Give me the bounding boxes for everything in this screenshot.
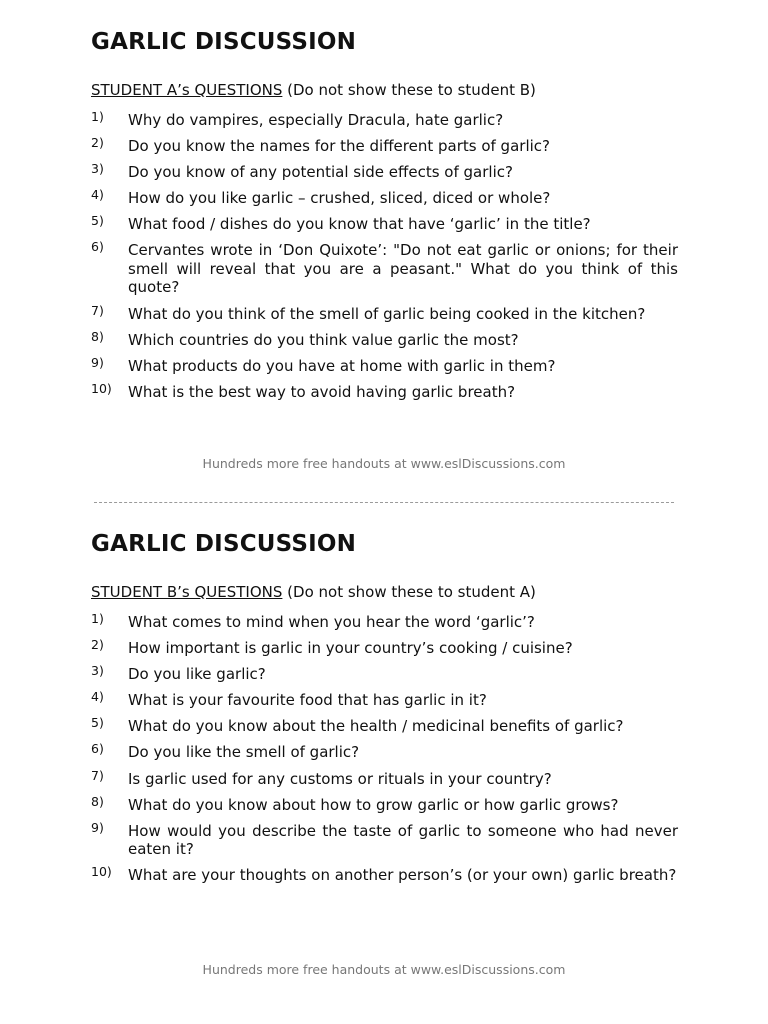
question-item	[91, 767, 678, 789]
question-text: Is garlic used for any customs or rituals in your country?	[128, 769, 552, 788]
question-number: 8)	[91, 793, 104, 809]
question-item	[91, 137, 678, 156]
question-text: What food / dishes do you know that have ‘garlic’ in the title?	[128, 215, 591, 234]
question-text: Which countries do you think value garlic the most?	[128, 330, 519, 349]
instruction-note: (Do not show these to student A)	[282, 583, 536, 601]
question-number: 9)	[91, 819, 104, 835]
section-student-a	[91, 28, 678, 409]
question-text: Cervantes wrote in ‘Don Quixote’: "Do not eat garlic or onions; for their smell will reveal that you are a peasant." What do you think of this quote?	[128, 241, 678, 297]
question-number: 3)	[91, 161, 104, 177]
question-number: 5)	[91, 213, 104, 229]
question-item	[91, 691, 678, 710]
question-text: What do you know about the health / medicinal benefits of garlic?	[128, 717, 624, 736]
question-item	[91, 302, 678, 324]
question-item	[91, 639, 678, 658]
page-title: GARLIC DISCUSSION	[91, 531, 357, 557]
question-text: Why do vampires, especially Dracula, hate garlic?	[128, 111, 504, 129]
question-number: 10)	[91, 380, 112, 396]
question-item	[91, 866, 678, 885]
page-title: GARLIC DISCUSSION	[91, 29, 357, 55]
question-number: 3)	[91, 663, 104, 679]
question-item	[91, 819, 678, 859]
question-text: What comes to mind when you hear the word ‘garlic’?	[128, 613, 535, 631]
question-text: How important is garlic in your country’s cooking / cuisine?	[128, 639, 573, 658]
question-list	[91, 111, 678, 401]
question-number: 1)	[91, 611, 104, 626]
question-number: 4)	[91, 187, 104, 203]
footer-link-text: Hundreds more free handouts at www.eslDiscussions.com	[202, 456, 566, 471]
question-item	[91, 613, 678, 632]
question-text: What products do you have at home with garlic in them?	[128, 356, 556, 375]
question-number: 2)	[91, 135, 104, 151]
question-number: 7)	[91, 302, 104, 318]
footer-link-text: Hundreds more free handouts at www.eslDiscussions.com	[202, 962, 566, 977]
question-text: What is your favourite food that has garlic in it?	[128, 691, 487, 710]
question-number: 5)	[91, 715, 104, 731]
question-item	[91, 380, 678, 402]
question-number: 10)	[91, 864, 112, 880]
question-text: What do you know about how to grow garlic or how garlic grows?	[128, 795, 619, 814]
question-number: 6)	[91, 741, 104, 757]
question-item	[91, 111, 678, 130]
question-text: Do you know of any potential side effects of garlic?	[128, 163, 513, 182]
question-text: How do you like garlic – crushed, sliced, diced or whole?	[128, 189, 551, 208]
question-list	[91, 613, 678, 885]
question-number: 6)	[91, 239, 104, 255]
question-number: 1)	[91, 109, 104, 124]
question-item	[91, 743, 678, 762]
question-item	[91, 163, 678, 182]
question-item	[91, 215, 678, 234]
question-text: Do you like garlic?	[128, 665, 266, 684]
section-student-b	[91, 530, 678, 892]
question-text: What do you think of the smell of garlic being cooked in the kitchen?	[128, 304, 646, 323]
question-item	[91, 189, 678, 208]
student-label: STUDENT B’s QUESTIONS	[91, 583, 283, 601]
question-number: 7)	[91, 767, 104, 783]
student-label: STUDENT A’s QUESTIONS	[91, 81, 283, 99]
question-item	[91, 665, 678, 684]
question-text: Do you know the names for the different parts of garlic?	[128, 137, 550, 156]
question-text: What are your thoughts on another person’s (or your own) garlic breath?	[128, 866, 677, 885]
cut-line-divider	[94, 502, 674, 503]
question-number: 8)	[91, 328, 104, 344]
question-number: 4)	[91, 689, 104, 705]
question-text: How would you describe the taste of garlic to someone who had never eaten it?	[128, 821, 678, 859]
question-text: What is the best way to avoid having garlic breath?	[128, 382, 516, 401]
question-number: 2)	[91, 637, 104, 653]
question-text: Do you like the smell of garlic?	[128, 743, 360, 762]
question-item	[91, 354, 678, 376]
question-item	[91, 328, 678, 350]
section-heading	[91, 582, 678, 602]
question-item	[91, 241, 678, 297]
question-item	[91, 793, 678, 815]
instruction-note: (Do not show these to student B)	[282, 81, 536, 99]
section-heading	[91, 80, 678, 100]
question-item	[91, 717, 678, 736]
question-number: 9)	[91, 354, 104, 370]
